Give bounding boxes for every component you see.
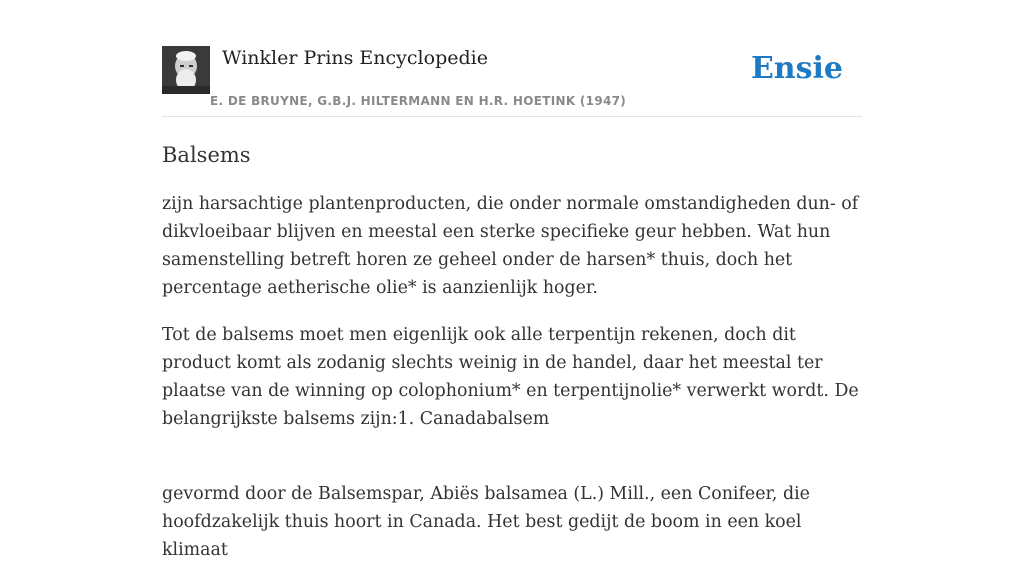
paragraph-spacer <box>162 452 862 480</box>
ensie-logo-link[interactable]: Ensie <box>750 51 843 86</box>
article-paragraph: gevormd door de Balsemspar, Abiës balsamea (L.) Mill., een Conifeer, die hoofdzakelijk thuis hoort in Canada. Het best gedijt de boom in een koel klimaat <box>162 484 810 560</box>
site-header <box>162 40 862 117</box>
article <box>162 138 862 583</box>
article-paragraph: zijn harsachtige plantenproducten, die onder normale omstandigheden dun- of dikvloeibaar blijven en meestal een sterke specifieke geur hebben. Wat hun samenstelling betreft horen ze geheel onder de harsen* thuis, doch het percentage aetherische olie* is aanzienlijk hoger. <box>162 194 859 298</box>
site-subtitle: E. DE BRUYNE, G.B.J. HILTERMANN EN H.R. HOETINK (1947) <box>210 94 627 108</box>
article-title: Balsems <box>162 143 251 167</box>
author-avatar-icon <box>162 46 210 94</box>
site-title[interactable]: Winkler Prins Encyclopedie <box>222 47 488 69</box>
article-paragraph: Tot de balsems moet men eigenlijk ook alle terpentijn rekenen, doch dit product komt als zodanig slechts weinig in de handel, daar het meestal ter plaatse van de winning op colophonium* en terpentijnolie* verwerkt wordt. De belangrijkste balsems zijn:1. Canadabalsem <box>162 325 859 429</box>
